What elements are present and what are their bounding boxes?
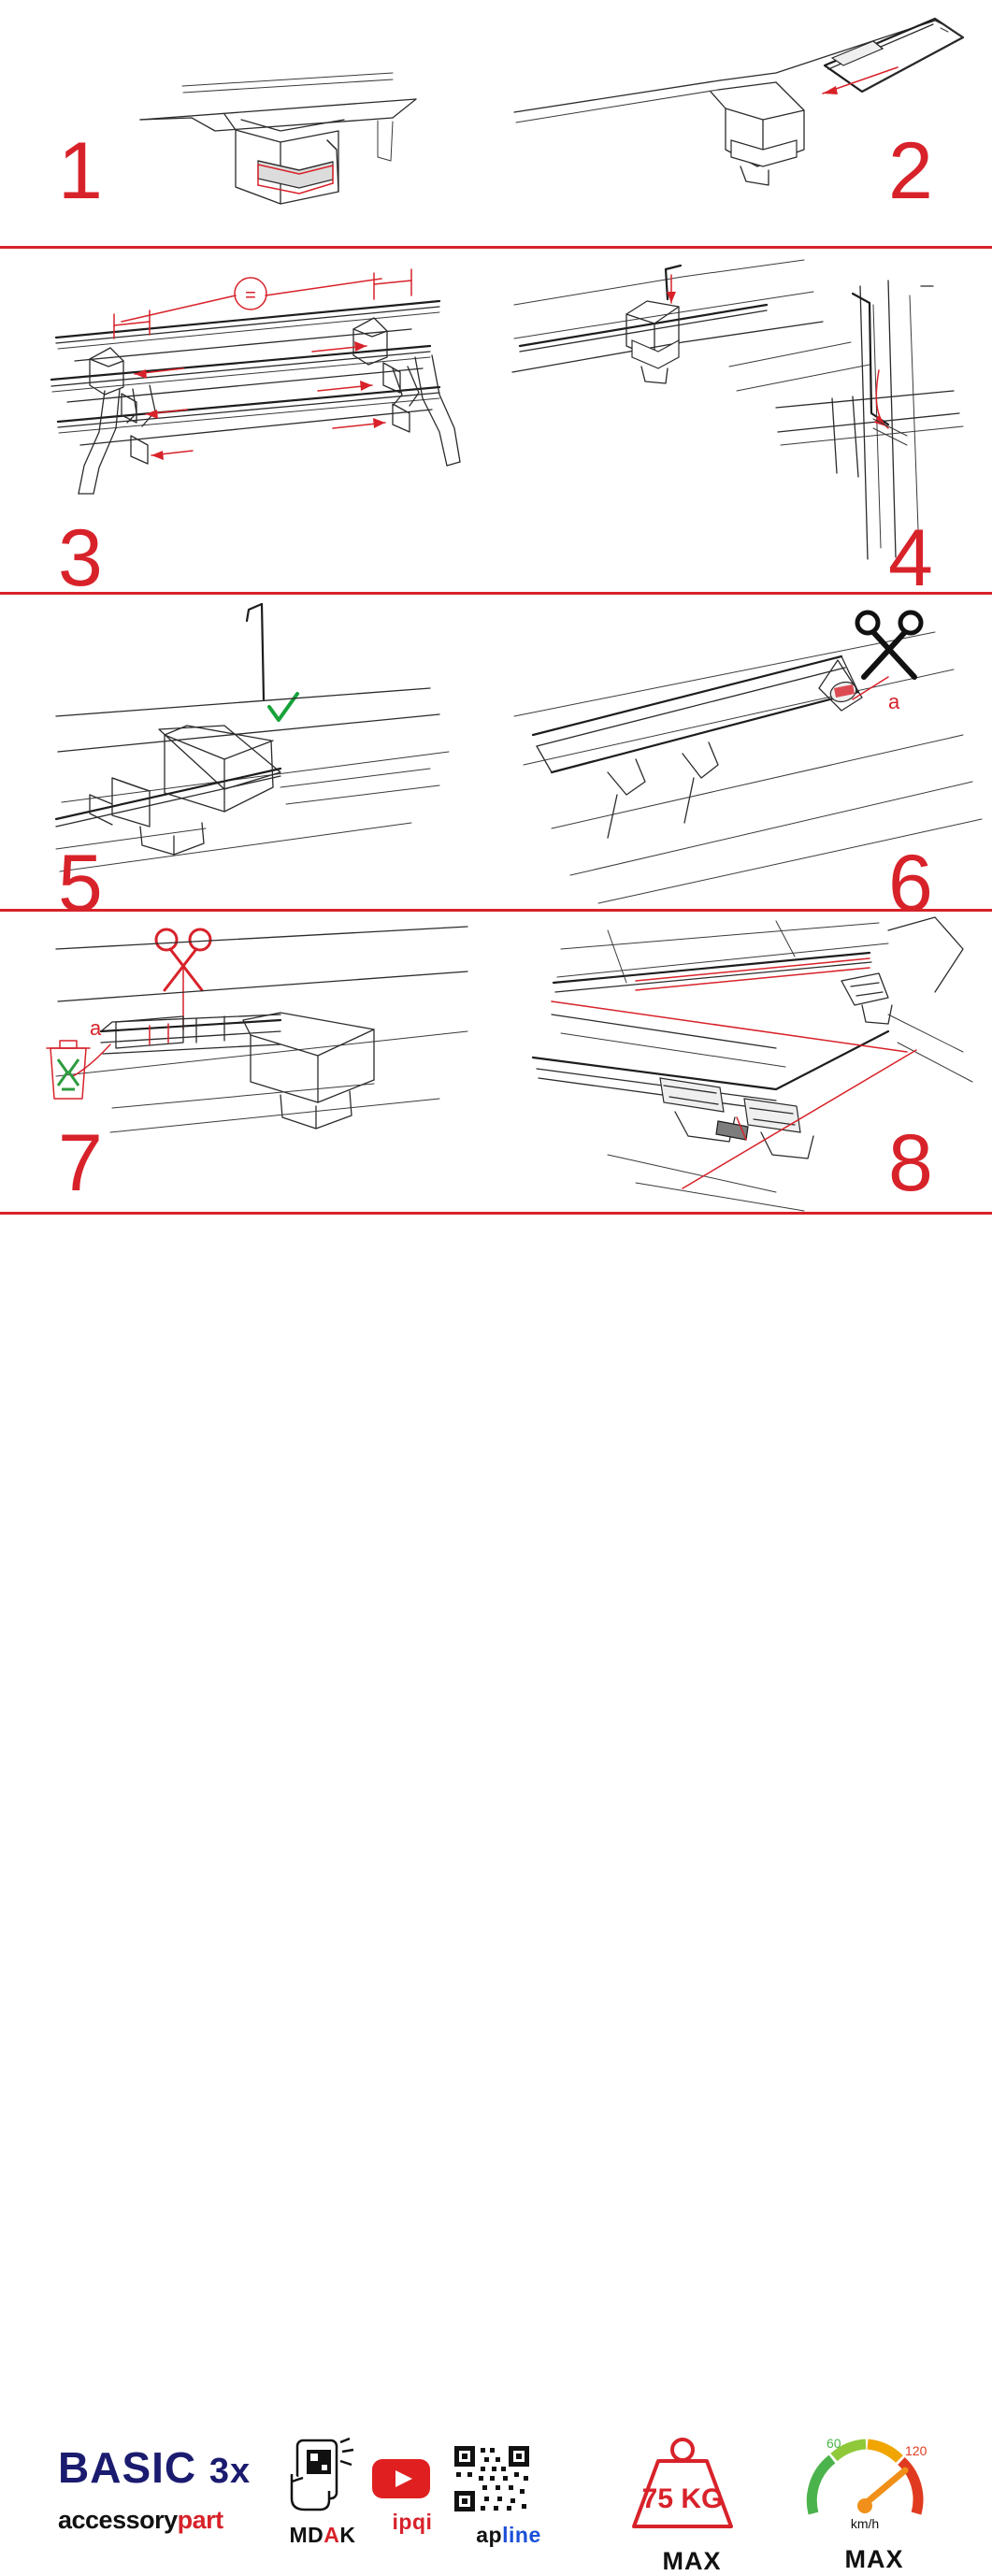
brand-product: BASIC (58, 2443, 197, 2492)
step-4-panel (496, 249, 992, 603)
step-3-number: 3 (58, 513, 101, 603)
speed-tick-60: 60 (827, 2436, 841, 2451)
logo-apline-caption (453, 2523, 565, 2548)
step-7-number: 7 (58, 1118, 101, 1208)
apline-ap: ap (476, 2523, 503, 2547)
hand-scan-qr-icon (271, 2437, 361, 2513)
mdak-k: K (339, 2523, 356, 2547)
speedometer-icon (795, 2427, 935, 2540)
youtube-icon[interactable] (370, 2455, 432, 2500)
step-3-panel (0, 249, 496, 603)
step-4-number: 4 (888, 513, 931, 603)
step-8-panel (496, 912, 992, 1212)
step-6-number: 6 (888, 839, 931, 928)
mdak-md: MD (289, 2523, 324, 2547)
logo-ipqi[interactable] (370, 2455, 454, 2535)
label-a-step7: a (90, 1016, 102, 1040)
step-6-panel (496, 595, 992, 928)
step-7-panel (0, 912, 496, 1212)
logo-mdak (271, 2437, 374, 2548)
scissors-icon (857, 612, 921, 677)
label-a-step6: a (888, 690, 900, 713)
brand-name-second: part (177, 2506, 223, 2534)
step-8-number: 8 (888, 1118, 931, 1208)
step-1-panel (0, 0, 496, 246)
max-speed-caption: MAX (844, 2545, 904, 2573)
max-load-value: 75 KG (641, 2483, 724, 2514)
max-speed-block (795, 2427, 954, 2574)
weight-icon (617, 2437, 748, 2541)
logo-mdak-caption (271, 2523, 374, 2548)
speed-tick-120: 120 (905, 2443, 927, 2458)
logo-ipqi-caption: ipqi (392, 2510, 433, 2534)
step-1-number: 1 (58, 126, 101, 216)
check-icon (269, 694, 297, 720)
apline-line: line (502, 2523, 541, 2547)
step-2-panel (496, 0, 992, 246)
max-load-caption: MAX (662, 2547, 722, 2575)
footer (0, 1212, 992, 2575)
mdak-a: A (323, 2523, 340, 2547)
equal-label: = (245, 285, 256, 306)
max-load-block (617, 2437, 767, 2576)
speed-unit: km/h (850, 2516, 880, 2531)
step-5-panel (0, 595, 496, 928)
qr-code-icon[interactable] (453, 2444, 531, 2513)
step-5-number: 5 (58, 839, 101, 928)
brand-name-first: accessory (58, 2506, 178, 2534)
step-2-number: 2 (888, 126, 931, 216)
brand-quantity: 3x (208, 2452, 252, 2491)
logo-apline[interactable] (453, 2444, 565, 2548)
